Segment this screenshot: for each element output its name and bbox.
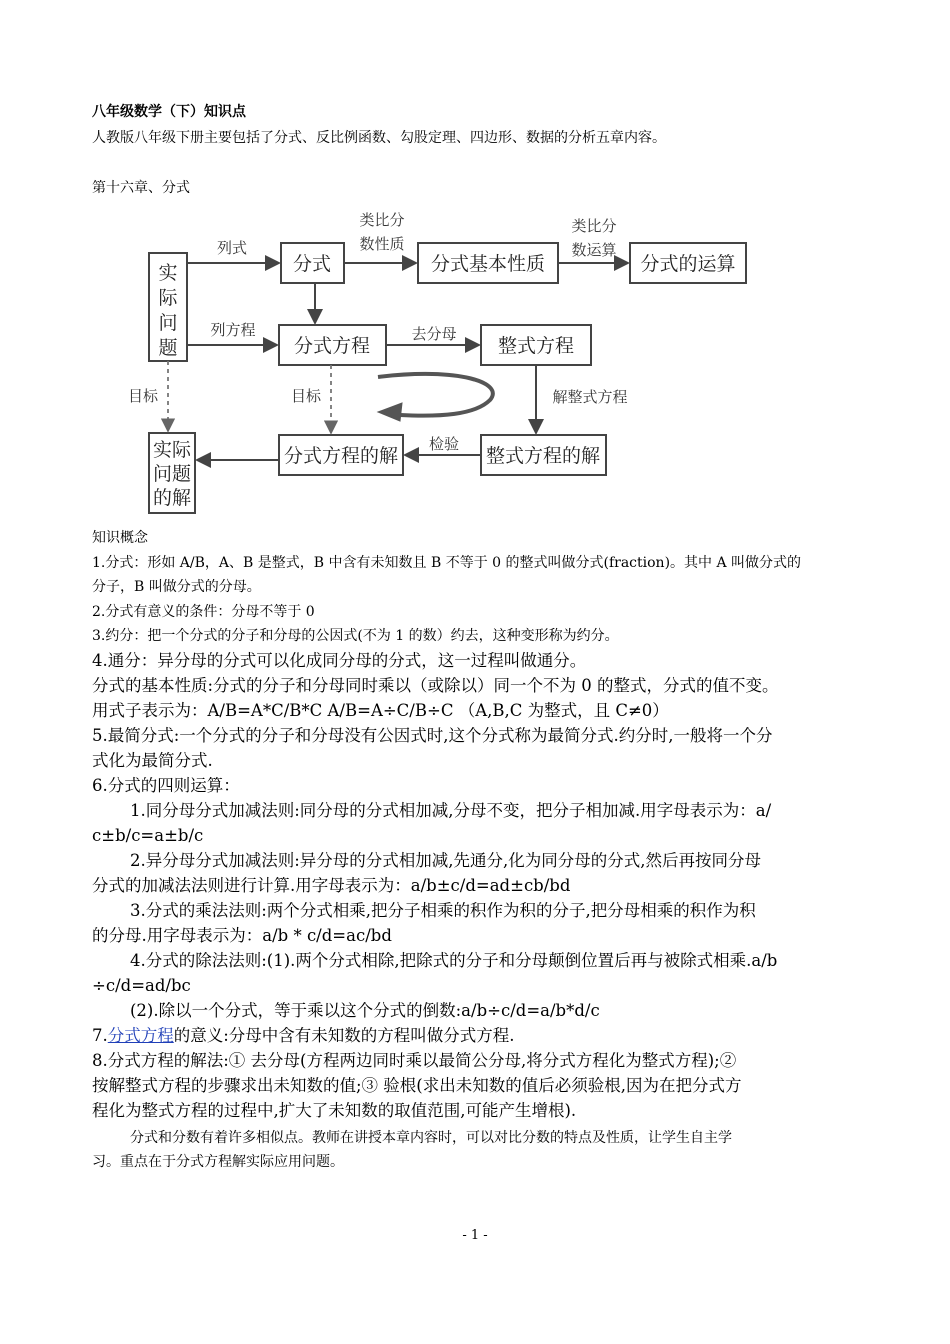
box-real-solution-text-1: 实际 [152,439,192,461]
label-goal-left: 目标 [127,387,159,405]
fraction-equation-link[interactable]: 分式方程 [107,1026,174,1045]
multiplication-rule-line2: 的分母.用字母表示为：a/b * c/d=ac/bd [92,926,392,945]
basic-property: 分式的基本性质:分式的分子和分母同时乘以（或除以）同一个不为 0 的整式，分式的值不变。 [92,676,779,695]
box-real-solution-text-3: 的解 [152,487,192,509]
same-denominator-rule-line1: 1.同分母分式加减法则:同分母的分式相加减,分母不变，把分子相加减.用字母表示为：a/ [130,801,772,820]
box-fraction-equation-text: 分式方程 [293,335,371,357]
chapter-heading: 第十六章、分式 [92,180,190,196]
concept-map-diagram [0,205,950,515]
box-fraction-text: 分式 [292,253,332,275]
def-fraction-line1: 1.分式：形如 A/B，A、B 是整式，B 中含有未知数且 B 不等于 0 的整式叫做分式(fraction)。其中 A 叫做分式的 [92,555,802,571]
label-analogy-1a: 类比分 [359,211,405,229]
box-integral-equation-solution-text: 整式方程的解 [485,445,601,467]
box-fraction-operation-text: 分式的运算 [640,253,736,275]
box-integral-equation-text: 整式方程 [497,335,575,357]
simplest-fraction-line2: 式化为最简分式. [92,751,213,770]
division-rule-line3: (2).除以一个分式，等于乘以这个分式的倒数:a/b÷c/d=a/b*d/c [130,1001,600,1020]
box-real-problem-text-3: 问 [158,312,178,334]
basic-property-formula: 用式子表示为：A/B=A*C/B*C A/B=A÷C/B÷C （A,B,C 为整式，且 C≠0） [92,701,669,720]
simplest-fraction-line1: 5.最简分式:一个分式的分子和分母没有公因式时,这个分式称为最简分式.约分时,一般将一个分 [92,726,773,745]
multiplication-rule-line1: 3.分式的乘法法则:两个分式相乘,把分子相乘的积作为积的分子,把分母相乘的积作为积 [130,901,756,920]
label-remove-denominator: 去分母 [411,325,457,343]
division-rule-line2: ÷c/d=ad/bc [92,976,191,995]
document-title: 八年级数学（下）知识点 [92,104,246,120]
fraction-equation-meaning-text: 的意义:分母中含有未知数的方程叫做分式方程. [173,1026,515,1045]
fraction-equation-meaning [92,1024,867,1048]
same-denominator-rule-line2: c±b/c=a±b/c [92,826,204,845]
different-denominator-rule-line1: 2.异分母分式加减法则:异分母的分式相加减,先通分,化为同分母的分式,然后再按同分母 [130,851,762,870]
label-goal-middle: 目标 [290,387,322,405]
solution-method-line1: 8.分式方程的解法:① 去分母(方程两边同时乘以最简公分母,将分式方程化为整式方程);② [92,1051,737,1070]
box-real-problem-text-4: 题 [158,337,178,359]
different-denominator-rule-line2: 分式的加减法法则进行计算.用字母表示为：a/b±c/d=ad±cb/bd [92,876,571,895]
def-fraction-line2: 分子，B 叫做分式的分母。 [92,579,261,595]
intro-paragraph: 人教版八年级下册主要包括了分式、反比例函数、勾股定理、四边形、数据的分析五章内容。 [92,130,666,146]
box-real-solution-text-2: 问题 [152,463,192,485]
label-analogy-1b: 数性质 [359,235,405,253]
item-number-7: 7. [92,1026,108,1045]
teaching-note-line1: 分式和分数有着许多相似点。教师在讲授本章内容时，可以对比分数的特点及性质，让学生自主学 [130,1130,732,1146]
label-analogy-2b: 数运算 [571,241,617,259]
label-analogy-2a: 类比分 [571,217,617,235]
solution-method-line2: 按解整式方程的步骤求出未知数的值;③ 验根(求出未知数的值后必须验根,因为在把分式方 [92,1076,742,1095]
concept-heading: 知识概念 [92,530,148,546]
box-real-problem-text-1: 实 [158,262,178,284]
solution-method-line3: 程化为整式方程的过程中,扩大了未知数的取值范围,可能产生增根). [92,1101,577,1120]
label-check: 检验 [428,435,460,453]
box-fraction-equation-solution-text: 分式方程的解 [283,445,399,467]
teaching-note-line2: 习。重点在于分式方程解实际应用问题。 [92,1154,344,1170]
label-list-expr: 列式 [216,239,248,257]
four-operations-heading: 6.分式的四则运算： [92,776,240,795]
division-rule-line1: 4.分式的除法法则:(1).两个分式相除,把除式的分子和分母颠倒位置后再与被除式相乘.a/b [130,951,778,970]
box-fraction-property-text: 分式基本性质 [430,253,546,275]
def-common-denominator: 4.通分：异分母的分式可以化成同分母的分式，这一过程叫做通分。 [92,651,587,670]
def-reduction: 3.约分：把一个分式的分子和分母的公因式(不为 1 的数）约去，这种变形称为约分。 [92,628,619,644]
page-number: - 1 - [462,1228,488,1243]
box-real-problem-text-2: 际 [158,287,178,309]
def-meaningful: 2.分式有意义的条件：分母不等于 0 [92,604,315,620]
label-solve-integral: 解整式方程 [552,388,628,406]
label-list-equation: 列方程 [210,321,256,339]
